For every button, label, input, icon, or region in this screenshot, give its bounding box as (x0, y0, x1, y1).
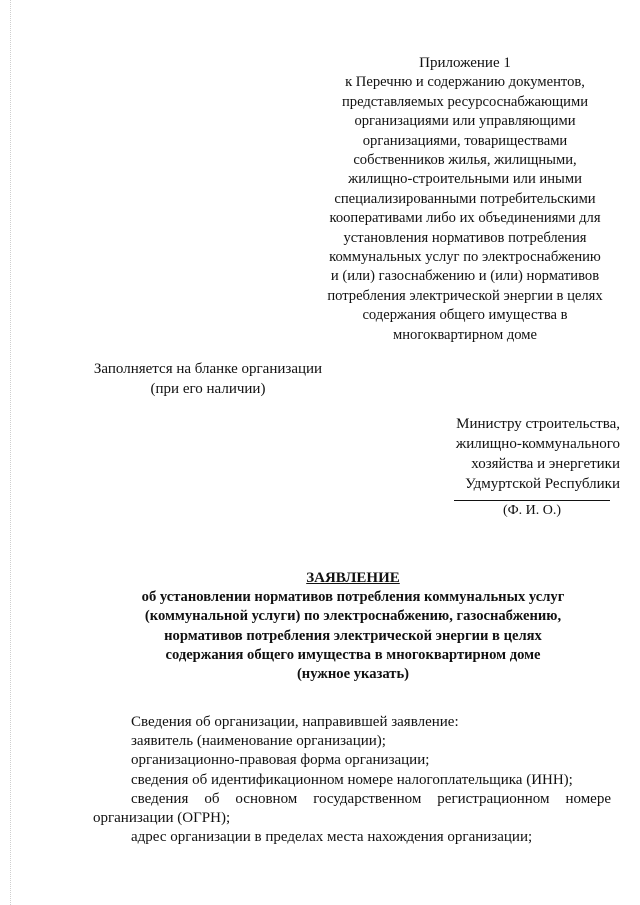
fio-signature-line (454, 500, 610, 501)
addressee-line: хозяйства и энергетики (471, 456, 620, 472)
statement-subtitle-line: содержания общего имущества в многоквартирном доме (165, 646, 541, 663)
page-edge-line (10, 0, 12, 905)
appendix-line: собственников жилья, жилищными, (353, 152, 577, 169)
statement-subtitle-line: об установлении нормативов потребления коммунальных услуг (141, 589, 565, 606)
appendix-line: кооперативами либо их объединениями для (329, 210, 601, 227)
appendix-block (312, 54, 618, 345)
statement-subtitle-line: нормативов потребления электрической энергии в целях (164, 627, 542, 644)
appendix-line: специализированными потребительскими (334, 190, 596, 207)
statement-heading: ЗАЯВЛЕНИЕ (306, 570, 400, 586)
appendix-line: организациями, товариществами (362, 132, 568, 149)
addressee-line: Удмуртской Республики (465, 476, 620, 492)
appendix-line: содержания общего имущества в (362, 307, 568, 324)
appendix-line: к Перечню и содержанию документов, (345, 74, 585, 91)
body-paragraph: сведения об идентификационном номере налогоплательщика (ИНН); (131, 771, 573, 788)
fill-note-line: Заполняется на бланке организации (93, 361, 323, 377)
appendix-line: представляемых ресурсоснабжающими (341, 93, 589, 110)
appendix-line: установления нормативов потребления (343, 229, 587, 246)
body-paragraph: заявитель (наименование организации); (131, 733, 386, 750)
appendix-line: организациями или управляющими (354, 113, 576, 130)
statement-title-block (98, 569, 608, 684)
statement-subtitle-line: (коммунальной услуги) по электроснабжению, газоснабжению, (144, 608, 562, 625)
fill-note (88, 360, 328, 399)
body-paragraph: адрес организации в пределах места нахождения организации; (131, 829, 533, 846)
statement-subtitle-line: (нужное указать) (296, 666, 410, 683)
fio-label: (Ф. И. О.) (502, 503, 562, 518)
addressee-line: Министру строительства, (456, 416, 620, 432)
appendix-line: жилищно-строительными или иными (348, 171, 582, 188)
body-paragraph-continuation: организации (ОГРН); (93, 810, 231, 827)
body-paragraph: Сведения об организации, направившей заявление: (131, 714, 459, 730)
appendix-line: и (или) газоснабжению и (или) нормативов (330, 268, 600, 285)
fill-note-line: (при его наличии) (150, 380, 266, 397)
body-paragraph: сведения об основном государственном регистрационном номере (131, 790, 611, 807)
appendix-line: потребления электрической энергии в целях (327, 287, 603, 304)
statement-body (93, 713, 611, 847)
addressee-line: жилищно-коммунального (455, 436, 620, 452)
body-paragraph: организационно-правовая форма организации; (131, 752, 430, 769)
addressee-block (424, 414, 620, 494)
appendix-heading: Приложение 1 (419, 55, 511, 71)
appendix-line: коммунальных услуг по электроснабжению (329, 249, 601, 266)
appendix-line: многоквартирном доме (393, 326, 537, 343)
